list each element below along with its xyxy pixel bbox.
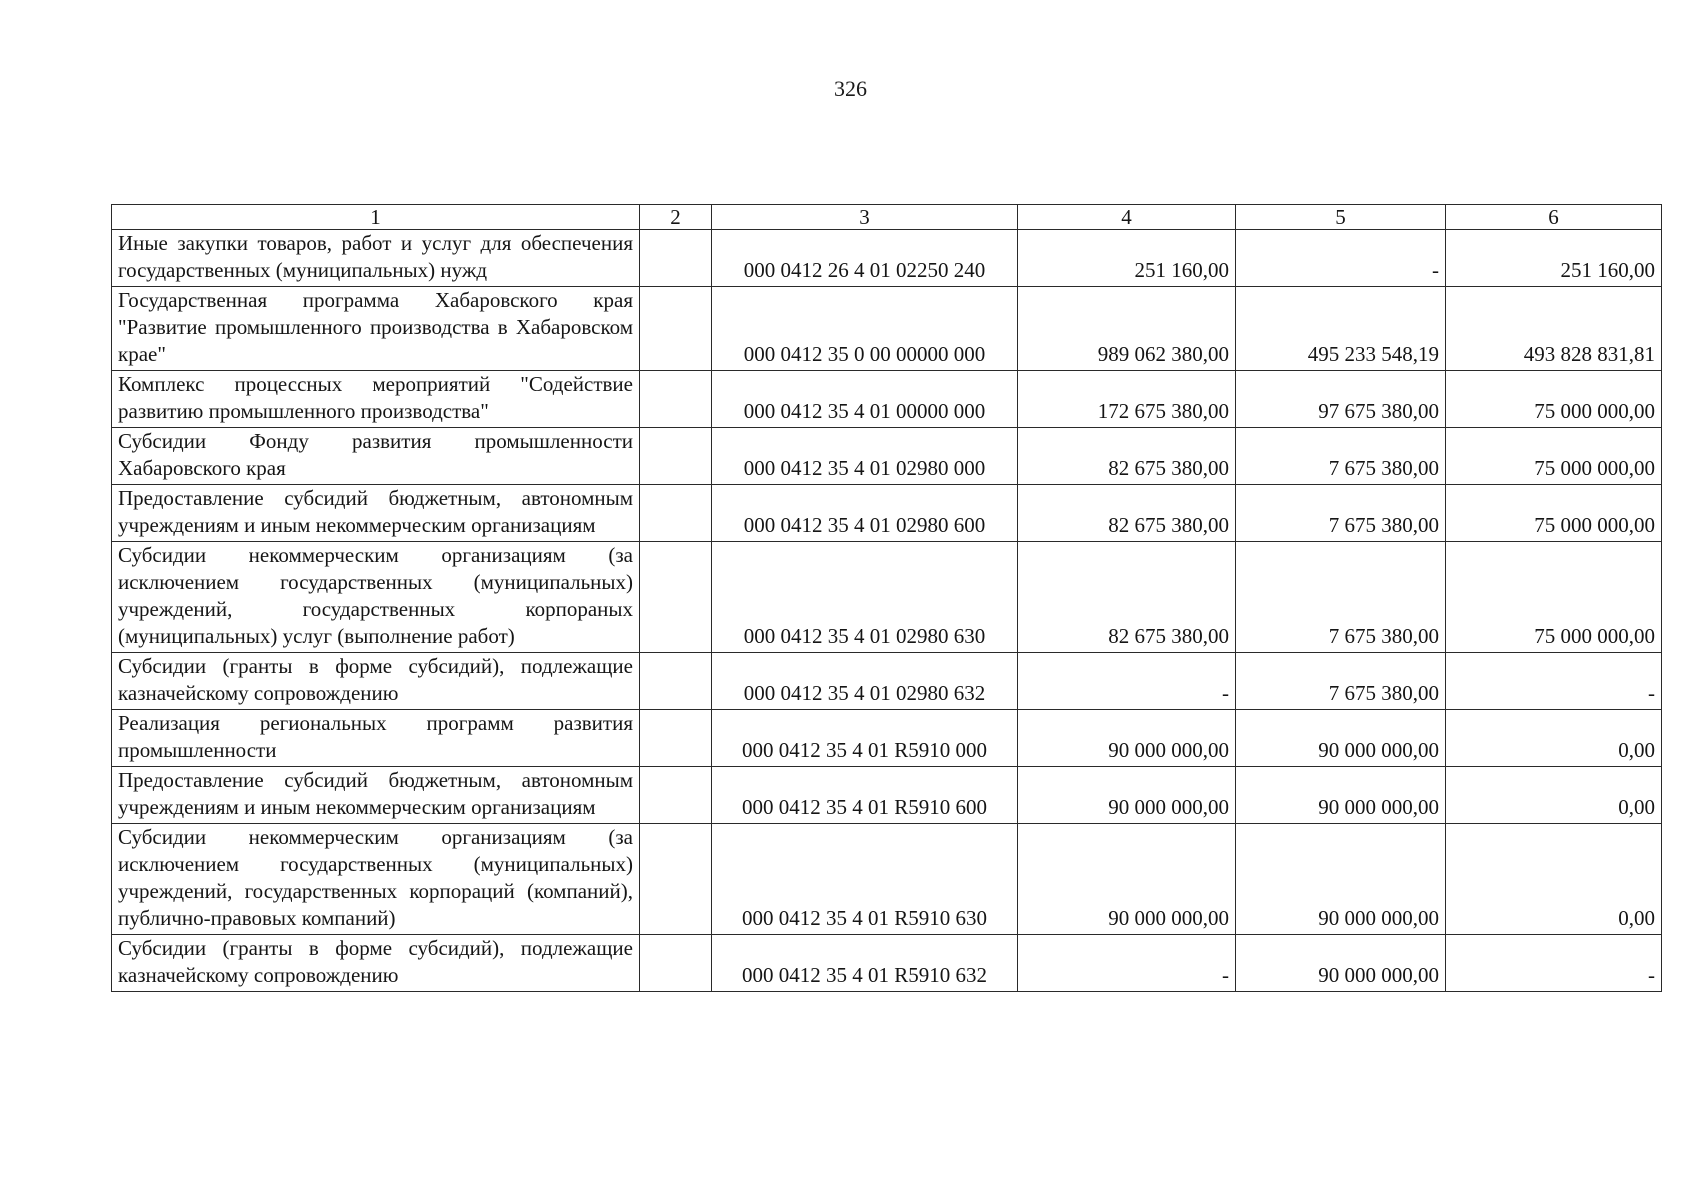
row-value-5: 90 000 000,00 xyxy=(1236,935,1446,992)
header-row xyxy=(112,205,1662,230)
row-value-6: 493 828 831,81 xyxy=(1446,287,1662,371)
table-row xyxy=(112,824,1662,935)
row-value-5: 90 000 000,00 xyxy=(1236,824,1446,935)
row-value-6: - xyxy=(1446,935,1662,992)
row-name: Субсидии (гранты в форме субсидий), подлежащие казначейскому сопровождению xyxy=(112,653,640,710)
row-column-2 xyxy=(640,935,712,992)
row-value-5: 7 675 380,00 xyxy=(1236,485,1446,542)
row-value-6: 75 000 000,00 xyxy=(1446,428,1662,485)
column-header: 4 xyxy=(1018,205,1236,230)
column-header: 3 xyxy=(712,205,1018,230)
column-header: 2 xyxy=(640,205,712,230)
row-value-6: 75 000 000,00 xyxy=(1446,371,1662,428)
row-value-4: 82 675 380,00 xyxy=(1018,428,1236,485)
row-value-4: - xyxy=(1018,935,1236,992)
row-value-6: 75 000 000,00 xyxy=(1446,542,1662,653)
row-name: Субсидии некоммерческим организациям (за исключением государственных (муниципальных) учреждений, государственных корпораций (компаний), публично-правовых компаний) xyxy=(112,824,640,935)
row-value-6: 0,00 xyxy=(1446,824,1662,935)
row-value-4: 82 675 380,00 xyxy=(1018,542,1236,653)
row-name: Субсидии Фонду развития промышленности Хабаровского края xyxy=(112,428,640,485)
row-name: Государственная программа Хабаровского края "Развитие промышленного производства в Хабаровском крае" xyxy=(112,287,640,371)
row-code: 000 0412 35 4 01 02980 630 xyxy=(712,542,1018,653)
row-name: Иные закупки товаров, работ и услуг для обеспечения государственных (муниципальных) нужд xyxy=(112,230,640,287)
row-value-5: 90 000 000,00 xyxy=(1236,710,1446,767)
row-value-5: 495 233 548,19 xyxy=(1236,287,1446,371)
row-value-4: 989 062 380,00 xyxy=(1018,287,1236,371)
row-code: 000 0412 35 4 01 R5910 630 xyxy=(712,824,1018,935)
row-value-6: 75 000 000,00 xyxy=(1446,485,1662,542)
row-value-5: 7 675 380,00 xyxy=(1236,428,1446,485)
row-name: Комплекс процессных мероприятий "Содействие развитию промышленного производства" xyxy=(112,371,640,428)
row-code: 000 0412 26 4 01 02250 240 xyxy=(712,230,1018,287)
column-header: 5 xyxy=(1236,205,1446,230)
row-value-4: 90 000 000,00 xyxy=(1018,710,1236,767)
table-row xyxy=(112,935,1662,992)
table-row xyxy=(112,287,1662,371)
row-code: 000 0412 35 4 01 00000 000 xyxy=(712,371,1018,428)
row-value-6: 0,00 xyxy=(1446,767,1662,824)
table-row xyxy=(112,767,1662,824)
table-row xyxy=(112,428,1662,485)
table-row xyxy=(112,710,1662,767)
row-value-6: 0,00 xyxy=(1446,710,1662,767)
row-name: Реализация региональных программ развития промышленности xyxy=(112,710,640,767)
row-name: Субсидии (гранты в форме субсидий), подлежащие казначейскому сопровождению xyxy=(112,935,640,992)
row-column-2 xyxy=(640,428,712,485)
column-header: 1 xyxy=(112,205,640,230)
row-value-4: - xyxy=(1018,653,1236,710)
row-name: Предоставление субсидий бюджетным, автономным учреждениям и иным некоммерческим организациям xyxy=(112,767,640,824)
row-name: Субсидии некоммерческим организациям (за исключением государственных (муниципальных) учреждений, государственных корпораных (муниципальных) услуг (выполнение работ) xyxy=(112,542,640,653)
row-value-4: 90 000 000,00 xyxy=(1018,767,1236,824)
row-value-4: 251 160,00 xyxy=(1018,230,1236,287)
table-row xyxy=(112,542,1662,653)
row-column-2 xyxy=(640,485,712,542)
row-code: 000 0412 35 4 01 02980 632 xyxy=(712,653,1018,710)
row-value-6: - xyxy=(1446,653,1662,710)
row-value-4: 82 675 380,00 xyxy=(1018,485,1236,542)
table-row xyxy=(112,371,1662,428)
table-body xyxy=(112,205,1662,992)
row-code: 000 0412 35 4 01 R5910 000 xyxy=(712,710,1018,767)
row-name: Предоставление субсидий бюджетным, автономным учреждениям и иным некоммерческим организациям xyxy=(112,485,640,542)
row-code: 000 0412 35 4 01 R5910 632 xyxy=(712,935,1018,992)
row-value-6: 251 160,00 xyxy=(1446,230,1662,287)
row-value-4: 172 675 380,00 xyxy=(1018,371,1236,428)
row-column-2 xyxy=(640,287,712,371)
row-column-2 xyxy=(640,767,712,824)
row-value-5: - xyxy=(1236,230,1446,287)
row-column-2 xyxy=(640,653,712,710)
page-number: 326 xyxy=(834,76,867,101)
table-row xyxy=(112,230,1662,287)
row-value-4: 90 000 000,00 xyxy=(1018,824,1236,935)
row-value-5: 7 675 380,00 xyxy=(1236,653,1446,710)
row-code: 000 0412 35 4 01 R5910 600 xyxy=(712,767,1018,824)
row-code: 000 0412 35 4 01 02980 000 xyxy=(712,428,1018,485)
row-column-2 xyxy=(640,371,712,428)
row-column-2 xyxy=(640,710,712,767)
budget-table xyxy=(111,204,1662,992)
table-row xyxy=(112,653,1662,710)
row-value-5: 90 000 000,00 xyxy=(1236,767,1446,824)
table-row xyxy=(112,485,1662,542)
row-code: 000 0412 35 4 01 02980 600 xyxy=(712,485,1018,542)
row-value-5: 97 675 380,00 xyxy=(1236,371,1446,428)
row-column-2 xyxy=(640,824,712,935)
row-column-2 xyxy=(640,230,712,287)
row-value-5: 7 675 380,00 xyxy=(1236,542,1446,653)
column-header: 6 xyxy=(1446,205,1662,230)
row-code: 000 0412 35 0 00 00000 000 xyxy=(712,287,1018,371)
row-column-2 xyxy=(640,542,712,653)
